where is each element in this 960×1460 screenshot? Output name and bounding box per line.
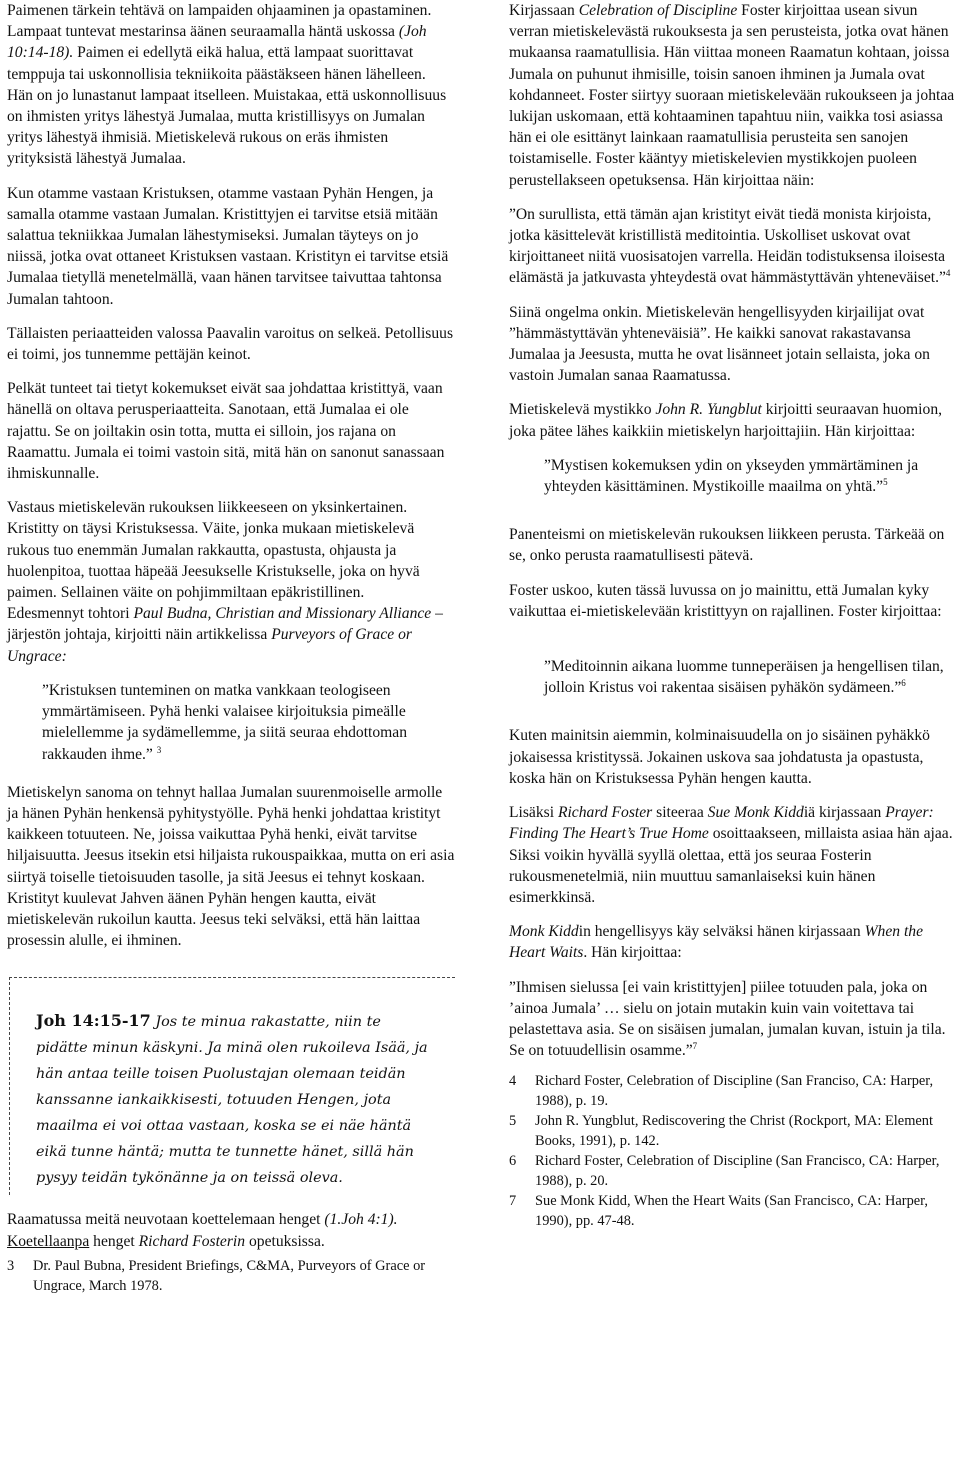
paragraph: Paimenen tärkein tehtävä on lampaiden ohjaaminen ja opastaminen. Lampaat tuntevat mestarinsa äänen seuraamalla häntä uskossa (Joh 10:14-18). Paimen ei edellytä eikä halua, että lampaat suorittavat temppuja tai uskonnollisia tekniikoita päästäkseen hänen lähelleen. Hän on jo lunastanut lampaat itselleen. Muistakaa, että uskonnollisuus on ihmisten yritys lähestyä Jumalaa, mutta kristillisyys on Jumalan yritys lähestyä ihmisiä. Mietiskelevä rukous on eräs ihmisten yrityksistä lähestyä Jumalaa. bbox=[7, 2, 447, 168]
block-quote: ”Ihmisen sielussa [ei vain kristittyjen] piilee totuuden pala, joka on ’ainoa Jumala’ … sielu on jotain mutakin kuin vain voitettava tai pelastettava asia. Se on sisäisen jumalan, jumalan kuvan, istuin ja tila. Se on totuudellisin osamme.”$^7$ bbox=[509, 978, 946, 1060]
footnote: 3 Dr. Paul Bubna, President Briefings, C&MA, Purveyors of Grace or Ungrace, March 1978. bbox=[7, 1257, 426, 1294]
paragraph: Pelkät tunteet tai tietyt kokemukset eivät saa johdattaa kristittyä, vaan hänellä on oltava perusperiaatteita. Sanotaan, että Jumalaa ei ole rajattu. Se on joiltakin osin totta, mutta ei silloin, jos rajana on Raamattu. Jumala ei toimi vastoin sitä, mitä hän on sanonut sanassaan ihmiskunnalle. bbox=[7, 380, 445, 483]
paragraph: Monk Kiddin hengellisyys käy selväksi hänen kirjassaan When the Heart Waits. Hän kirjoittaa: bbox=[509, 923, 924, 962]
paragraph: Kirjassaan Celebration of Discipline Foster kirjoittaa usean sivun verran mietiskelevästä rukouksesta ja sen perusteista, jotka ovat hänen mukaansa raamatullisia. Hän viittaa moneen Raamatun kohtaan, joissa Jumala on puhunut ihmisille, toisin sanoen ihminen ja Jumala ovat kohdanneet. Foster siirtyy suoraan mietiskelevään rukoukseen ja johtaa lukijan uskomaan, että kohtaaminen tapahtuu niin, vaikka tosi asiassa hän ei ole esittänyt lainkaan raamatullisia perusteita sen sanojen toistamiselle. Foster kääntyy mietiskelevien mystikkojen puoleen perustellakseen opetuksensa. Hän kirjoittaa näin: bbox=[509, 2, 955, 189]
underlined-word: Koetellaanpa bbox=[7, 1232, 90, 1250]
paragraph: Mietiskelevä mystikko John R. Yungblut kirjoitti seuraavan huomion, joka pätee lähes kaikkiin mietiskelyn harjoittajiin. Hän kirjoittaa: bbox=[509, 401, 943, 440]
paragraph: Kuten mainitsin aiemmin, kolminaisuudella on jo sisäinen pyhäkkö jokaisessa kristityssä. Jokainen uskova saa johdatusta ja opastusta, koska hän on Kristuksessa Pyhän hengen kautta. bbox=[509, 727, 930, 787]
footnote-marker: 7 bbox=[692, 1041, 698, 1052]
paragraph: Foster uskoo, kuten tässä luvussa on jo mainittu, että Jumalan kyky vaikuttaa ei-mietiskelevään kristittyyn on rajallinen. Foster kirjoittaa: bbox=[509, 581, 942, 620]
footnote: 5 John R. Yungblut, Rediscovering the Christ (Rockport, MA: Element Books, 1991), p. 142. bbox=[509, 1113, 933, 1150]
footnote: 6 Richard Foster, Celebration of Discipline (San Francisco, CA: Harper, 1988), p. 20. bbox=[509, 1153, 940, 1190]
block-quote: ”On surullista, että tämän ajan kristityt eivät tiedä monista kirjoista, jotka käsittelevät kristillistä meditointia. Uskolliset uskovat ovat kirjoittaneet niitä vuosisatojen varrella. Heidän todistuksensa iloisesta elämästä ja jatkuvasta yhteydestä ovat hämmästyttävän yhteneväiset.”$^4$ bbox=[509, 205, 951, 287]
scripture-box bbox=[9, 977, 455, 1195]
footnote: 7 Sue Monk Kidd, When the Heart Waits (San Francisco, CA: Harper, 1990), pp. 47-48. bbox=[509, 1193, 928, 1230]
footnote-list bbox=[509, 1071, 955, 1231]
footnote-marker: 5 bbox=[883, 477, 888, 488]
scripture-text: Jos te minua rakastatte, niin te pidätte minun käskyni. Ja minä olen rukoileva Isää, ja hän antaa teille toisen Puolustajan olemaan teidän kanssanne iankaikkisesti, totuuden Hengen, jota maailma ei voi ottaa vastaan, koska se ei näe häntä eikä tunne häntä; mutta te tunnette hänet, sillä hän pysyy teidän tykönänne ja on teissä oleva. bbox=[36, 1014, 428, 1187]
paragraph: Tällaisten periaatteiden valossa Paavalin varoitus on selkeä. Petollisuus ei toimi, jos tunnemme pettäjän keinot. bbox=[7, 324, 454, 364]
footnote: 4 Richard Foster, Celebration of Discipline (San Franciso, CA: Harper, 1988), p. 19. bbox=[509, 1073, 934, 1110]
paragraph: Kun otamme vastaan Kristuksen, otamme vastaan Pyhän Hengen, ja samalla otamme vastaan Jumalan. Kristittyjen ei tarvitse etsiä mitään salattua tekniikkaa Jumalan lähestymiseksi. Jumalan täyteys on jo niissä, jotka ovat ottaneet Kristuksen vastaan. Kristityn ei tarvitse etsiä Jumalaa tietyllä menetelmällä, vaan hänen tarvitsee taivuttaa tahtonsa Jumalan tahtoon. bbox=[7, 184, 449, 308]
block-quote: ”Kristuksen tunteminen on matka vankkaan teologiseen ymmärtämiseen. Pyhä henki valaisee kirjoituksia pimeälle mielellemme ja sydämellemme, ja siitä seuraa ehdottoman rakkauden ihme.” $^3$ bbox=[42, 681, 408, 763]
footnote-marker: 4 bbox=[945, 268, 951, 279]
scripture-verse bbox=[36, 1008, 436, 1191]
paragraph: Panenteismi on mietiskelevän rukouksen liikkeen perusta. Tärkeää on se, onko perusta raamatullisesti pätevä. bbox=[509, 526, 945, 565]
paragraph: Mietiskelyn sanoma on tehnyt hallaa Jumalan suurenmoiselle armolle ja hänen Pyhän henkensä pyhitystyölle. Pyhä henki johdattaa kristityt kaikkeen totuuteen. Ne, joissa vaikuttaa Pyhä henki, eivät tarvitse hiljaisuutta. Jeesus itsekin etsi hiljaista rukouspaikkaa, mutta on eri asia siirtyä toiselle tietoisuuden tasolle, ja sitä Jeesus ei tehnyt koskaan. Kristityt kuulevat Jahven äänen Pyhän hengen kautta, eivät mietiskelevän rukoilun kautta. Jeesus teki selväksi, että hän laittaa prosessin alulle, ei ihminen. bbox=[7, 783, 455, 950]
right-column bbox=[509, 0, 955, 1231]
block-quote: ”Mystisen kokemuksen ydin on ykseyden ymmärtäminen ja yhteyden käsittäminen. Mystikoille maailma on yhtä.”$^5$ bbox=[544, 456, 919, 496]
block-quote: ”Meditoinnin aikana luomme tunneperäisen ja hengellisen tilan, jolloin Kristus voi rakentaa sisäisen pyhäkön sydämeen.”$^6$ bbox=[544, 658, 944, 697]
footnote-marker: 6 bbox=[901, 678, 906, 689]
paragraph: Siinä ongelma onkin. Mietiskelevän hengellisyyden kirjailijat ovat ”hämmästyttävän yhteneväisiä”. He kaikki sanovat rakastavansa Jumalaa ja Jeesusta, mutta he ovat lisänneet jotain sellaista, joka on vastoin Jumalan sanaa Raamatussa. bbox=[509, 303, 930, 385]
paragraph: Edesmennyt tohtori Paul Budna, Christian and Missionary Alliance –järjestön johtaja, kirjoitti näin artikkelissa Purveyors of Grace or Ungrace: bbox=[7, 605, 443, 665]
scripture-reference: Joh 14:15-17 bbox=[36, 1011, 151, 1031]
paragraph: Lisäksi Richard Foster siteeraa Sue Monk Kiddiä kirjassaan Prayer: Finding The Heart’s True Home osoittaakseen, millaista asiaa hän ajaa. Siksi voikin hyvällä syyllä olettaa, että jos seuraa Fosterin rukousmenetelmiä, niin muuttuu samanlaiseksi kuin hänen esimerkkinsä. bbox=[509, 804, 953, 906]
paragraph: Vastaus mietiskelevän rukouksen liikkeeseen on yksinkertainen. Kristitty on täysi Kristuksessa. Väite, jonka mukaan mietiskelevä rukous tuo enemmän Jumalan rakkautta, opastusta, ohjausta ja huolenpitoa, tuottaa häpeää Jeesukselle Kristukselle, joka on hyvä paimen. Sellainen väite on pohjimmiltaan epäkristillinen. bbox=[7, 499, 420, 602]
paragraph: Raamatussa meitä neuvotaan koettelemaan henget (1.Joh 4:1). Koetellaanpa henget Richard Fosterin opetuksissa. bbox=[7, 1211, 398, 1250]
footnote-marker: 3 bbox=[156, 744, 162, 755]
left-column bbox=[7, 0, 455, 1296]
